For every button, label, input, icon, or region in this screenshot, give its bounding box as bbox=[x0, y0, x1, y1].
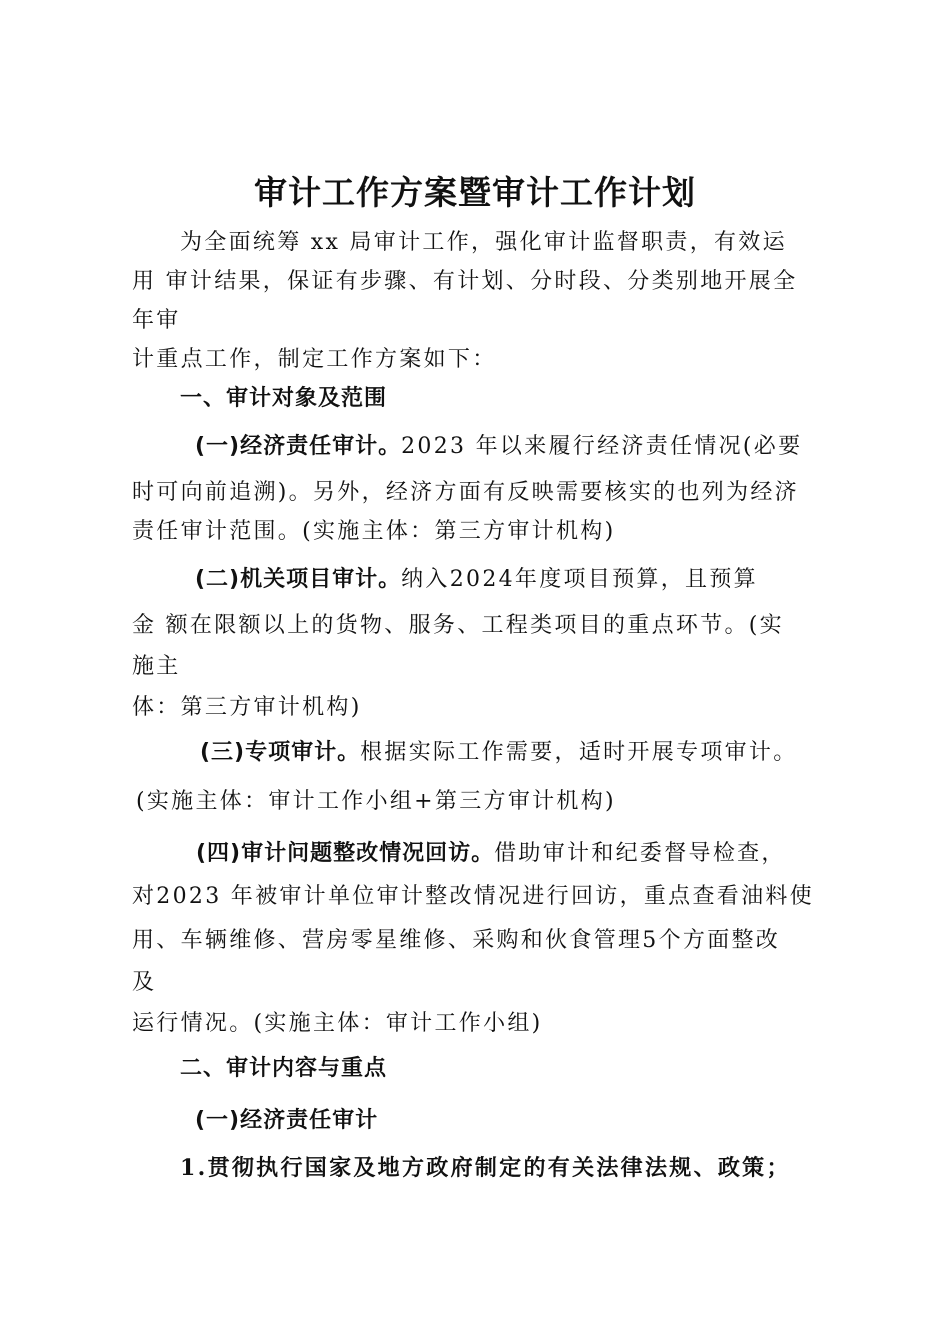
item-2-line-4: 体：第三方审计机构) bbox=[132, 695, 362, 720]
item-1-line-3: 责任审计范围。(实施主体：第三方审计机构) bbox=[132, 519, 616, 544]
intro-line-4: 计重点工作，制定工作方案如下： bbox=[132, 347, 497, 372]
document-title: 审计工作方案暨审计工作计划 bbox=[254, 173, 696, 212]
item-4-line-5: 运行情况。(实施主体：审计工作小组) bbox=[132, 1011, 543, 1036]
item-3-text: 根据实际工作需要，适时开展专项审计。 bbox=[360, 740, 798, 765]
item-2-lead: (二)机关项目审计。 bbox=[195, 567, 402, 592]
section-1-heading: 一、审计对象及范围 bbox=[180, 386, 388, 411]
item-3-line-1 bbox=[200, 737, 798, 769]
item-1-lead: (一)经济责任审计。 bbox=[195, 434, 402, 459]
section-2-subheading-1: (一)经济责任审计 bbox=[195, 1108, 379, 1133]
item-2-text: 纳入2024年度项目预算，且预算 bbox=[401, 567, 758, 592]
section-2-heading: 二、审计内容与重点 bbox=[180, 1056, 388, 1081]
item-1-line-1 bbox=[195, 431, 802, 463]
item-4-text: 借助审计和纪委督导检查， bbox=[494, 841, 786, 866]
item-2-line-1 bbox=[195, 564, 758, 596]
item-1-text: 2023 年以来履行经济责任情况(必要 bbox=[401, 434, 803, 459]
item-4-line-1 bbox=[196, 838, 786, 870]
item-4-lead: (四)审计问题整改情况回访。 bbox=[196, 841, 495, 866]
item-1-line-2: 时可向前追溯)。另外，经济方面有反映需要核实的也列为经济 bbox=[132, 480, 799, 505]
intro-line-2: 用 审计结果，保证有步骤、有计划、分时段、分类别地开展全 bbox=[132, 269, 798, 294]
section-2-point-1: 1.贯彻执行国家及地方政府制定的有关法律法规、政策； bbox=[180, 1155, 791, 1181]
item-3-line-2: (实施主体：审计工作小组+第三方审计机构) bbox=[136, 789, 616, 814]
item-4-line-3: 用、车辆维修、营房零星维修、采购和伙食管理5个方面整改 bbox=[132, 928, 781, 953]
intro-line-1: 为全面统筹 xx 局审计工作，强化审计监督职责，有效运 bbox=[180, 230, 787, 255]
item-4-line-4: 及 bbox=[132, 970, 157, 995]
item-4-line-2: 对2023 年被审计单位审计整改情况进行回访，重点查看油料使 bbox=[132, 884, 814, 909]
item-3-lead: (三)专项审计。 bbox=[200, 740, 361, 765]
item-2-line-3: 施主 bbox=[132, 654, 181, 679]
intro-line-3: 年审 bbox=[132, 308, 181, 333]
item-2-line-2: 金 额在限额以上的货物、服务、工程类项目的重点环节。(实 bbox=[132, 613, 784, 638]
